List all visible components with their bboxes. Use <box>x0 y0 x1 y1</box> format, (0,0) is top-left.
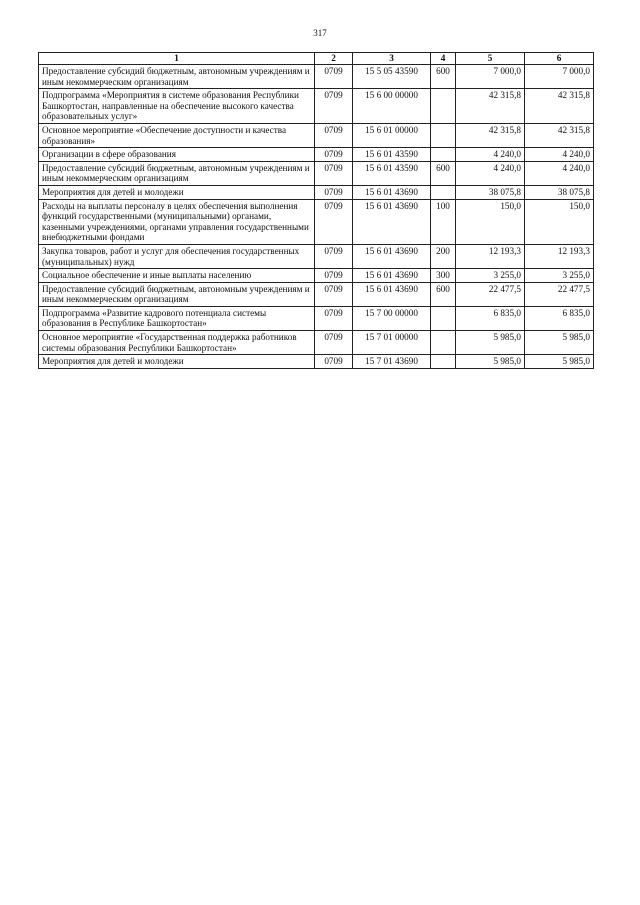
amount-col6-cell: 6 835,0 <box>525 306 594 330</box>
amount-col5-cell: 22 477,5 <box>456 282 525 306</box>
expense-type-cell: 600 <box>431 282 456 306</box>
amount-col5-cell: 42 315,8 <box>456 89 525 124</box>
section-code-cell: 0709 <box>315 185 353 199</box>
expense-type-cell <box>431 123 456 147</box>
amount-col6-cell: 42 315,8 <box>525 89 594 124</box>
amount-col6-cell: 150,0 <box>525 199 594 244</box>
target-article-cell: 15 5 05 43590 <box>353 65 431 89</box>
section-code-cell: 0709 <box>315 269 353 283</box>
section-code-cell: 0709 <box>315 244 353 268</box>
column-header-6: 6 <box>525 53 594 65</box>
expense-type-cell: 600 <box>431 65 456 89</box>
table-row <box>39 355 594 369</box>
amount-col5-cell: 12 193,3 <box>456 244 525 268</box>
table-row <box>39 331 594 355</box>
table-header-row <box>39 53 594 65</box>
section-code-cell: 0709 <box>315 199 353 244</box>
target-article-cell: 15 7 01 00000 <box>353 331 431 355</box>
expense-type-cell <box>431 306 456 330</box>
table-row <box>39 185 594 199</box>
amount-col5-cell: 4 240,0 <box>456 148 525 162</box>
row-name-cell: Закупка товаров, работ и услуг для обеспечения государственных (муниципальных) нужд <box>39 244 315 268</box>
table-row <box>39 244 594 268</box>
section-code-cell: 0709 <box>315 123 353 147</box>
table-row <box>39 89 594 124</box>
section-code-cell: 0709 <box>315 89 353 124</box>
row-name-cell: Основное мероприятие «Государственная поддержка работников системы образования Республики Башкортостан» <box>39 331 315 355</box>
target-article-cell: 15 6 01 43690 <box>353 199 431 244</box>
row-name-cell: Подпрограмма «Мероприятия в системе образования Республики Башкортостан, направленные на обеспечение высокого качества образовательных услуг» <box>39 89 315 124</box>
amount-col6-cell: 5 985,0 <box>525 355 594 369</box>
amount-col6-cell: 3 255,0 <box>525 269 594 283</box>
amount-col5-cell: 7 000,0 <box>456 65 525 89</box>
row-name-cell: Расходы на выплаты персоналу в целях обеспечения выполнения функций государственными (муниципальными) органами, казенными учреждениями, органами управления государственными внебюджетными фондами <box>39 199 315 244</box>
expense-type-cell: 200 <box>431 244 456 268</box>
amount-col5-cell: 6 835,0 <box>456 306 525 330</box>
target-article-cell: 15 7 00 00000 <box>353 306 431 330</box>
row-name-cell: Предоставление субсидий бюджетным, автономным учреждениям и иным некоммерческим организациям <box>39 161 315 185</box>
section-code-cell: 0709 <box>315 161 353 185</box>
row-name-cell: Предоставление субсидий бюджетным, автономным учреждениям и иным некоммерческим организациям <box>39 282 315 306</box>
column-header-2: 2 <box>315 53 353 65</box>
column-header-5: 5 <box>456 53 525 65</box>
amount-col6-cell: 4 240,0 <box>525 161 594 185</box>
target-article-cell: 15 6 01 43590 <box>353 161 431 185</box>
row-name-cell: Организации в сфере образования <box>39 148 315 162</box>
target-article-cell: 15 6 01 43690 <box>353 185 431 199</box>
amount-col6-cell: 12 193,3 <box>525 244 594 268</box>
section-code-cell: 0709 <box>315 148 353 162</box>
amount-col6-cell: 42 315,8 <box>525 123 594 147</box>
amount-col5-cell: 38 075,8 <box>456 185 525 199</box>
section-code-cell: 0709 <box>315 331 353 355</box>
amount-col6-cell: 5 985,0 <box>525 331 594 355</box>
table-row <box>39 148 594 162</box>
amount-col5-cell: 42 315,8 <box>456 123 525 147</box>
column-header-1: 1 <box>39 53 315 65</box>
section-code-cell: 0709 <box>315 65 353 89</box>
target-article-cell: 15 6 01 43690 <box>353 269 431 283</box>
amount-col5-cell: 5 985,0 <box>456 331 525 355</box>
target-article-cell: 15 6 01 00000 <box>353 123 431 147</box>
target-article-cell: 15 6 01 43590 <box>353 148 431 162</box>
table-row <box>39 306 594 330</box>
row-name-cell: Мероприятия для детей и молодежи <box>39 185 315 199</box>
table-row <box>39 123 594 147</box>
expense-type-cell <box>431 355 456 369</box>
section-code-cell: 0709 <box>315 282 353 306</box>
amount-col5-cell: 5 985,0 <box>456 355 525 369</box>
expense-type-cell <box>431 185 456 199</box>
row-name-cell: Основное мероприятие «Обеспечение доступности и качества образования» <box>39 123 315 147</box>
column-header-4: 4 <box>431 53 456 65</box>
amount-col5-cell: 3 255,0 <box>456 269 525 283</box>
table-row <box>39 199 594 244</box>
expense-type-cell: 100 <box>431 199 456 244</box>
target-article-cell: 15 6 01 43690 <box>353 282 431 306</box>
section-code-cell: 0709 <box>315 355 353 369</box>
table-row <box>39 161 594 185</box>
budget-table <box>38 52 594 369</box>
amount-col6-cell: 22 477,5 <box>525 282 594 306</box>
section-code-cell: 0709 <box>315 306 353 330</box>
table-row <box>39 65 594 89</box>
target-article-cell: 15 6 01 43690 <box>353 244 431 268</box>
amount-col6-cell: 38 075,8 <box>525 185 594 199</box>
row-name-cell: Подпрограмма «Развитие кадрового потенциала системы образования в Республике Башкортостан» <box>39 306 315 330</box>
table-row <box>39 282 594 306</box>
amount-col5-cell: 4 240,0 <box>456 161 525 185</box>
expense-type-cell <box>431 148 456 162</box>
expense-type-cell <box>431 331 456 355</box>
page-number: 317 <box>313 28 327 38</box>
column-header-3: 3 <box>353 53 431 65</box>
expense-type-cell: 300 <box>431 269 456 283</box>
amount-col6-cell: 7 000,0 <box>525 65 594 89</box>
amount-col5-cell: 150,0 <box>456 199 525 244</box>
table-row <box>39 269 594 283</box>
expense-type-cell <box>431 89 456 124</box>
amount-col6-cell: 4 240,0 <box>525 148 594 162</box>
expense-type-cell: 600 <box>431 161 456 185</box>
target-article-cell: 15 7 01 43690 <box>353 355 431 369</box>
row-name-cell: Социальное обеспечение и иные выплаты населению <box>39 269 315 283</box>
row-name-cell: Предоставление субсидий бюджетным, автономным учреждениям и иным некоммерческим организациям <box>39 65 315 89</box>
target-article-cell: 15 6 00 00000 <box>353 89 431 124</box>
row-name-cell: Мероприятия для детей и молодежи <box>39 355 315 369</box>
